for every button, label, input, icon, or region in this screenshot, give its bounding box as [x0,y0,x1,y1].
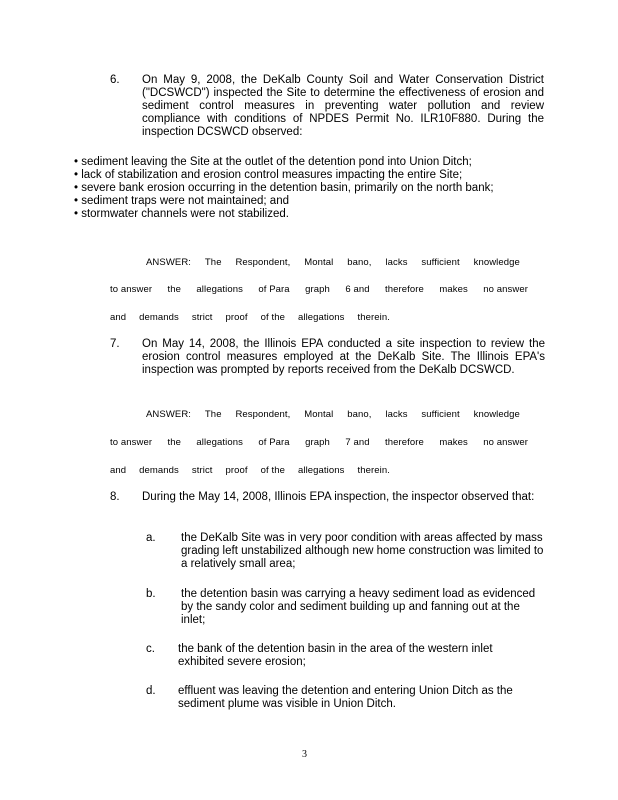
answer-word: of Para [258,284,290,295]
p6-text: On May 9, 2008, the DeKalb County Soil and Water Conservation District ("DCSWCD") inspected the Site to determine the effectiveness of erosion and sediment control measures in preventing water pollution and review compliance with conditions of NPDES Permit No. ILR10F880. During the inspection DCSWCD observed: [142,74,544,138]
answer-word: demands [139,312,179,323]
answer-word: demands [139,465,179,476]
answer-word: makes [439,284,468,295]
answer-word: ANSWER: [146,257,192,268]
answer-word: allegations [196,284,243,295]
answer6-line3 [110,311,390,324]
page-number: 3 [302,749,307,760]
answer-word: allegations [297,312,345,323]
answer-word: strict [191,465,213,476]
answer-word: allegations [297,465,345,476]
answer-word: of the [260,465,285,476]
answer-word: no answer [483,437,528,448]
answer-word: therein. [357,312,390,323]
answer-word: 7 and [345,437,370,448]
answer-word: Montal [304,409,334,420]
answer-word: therefore [385,437,424,448]
answer-word: The [204,257,222,268]
p7-number: 7. [110,338,120,350]
p6-number: 6. [110,74,120,86]
answer-word: sufficient [421,257,460,268]
list-item: • severe bank erosion occurring in the detention basin, primarily on the north bank; [74,182,494,194]
answer-word: lacks [385,257,408,268]
list-item: • lack of stabilization and erosion control measures impacting the entire Site; [74,169,463,181]
answer-word: graph [305,284,330,295]
answer-word: the [167,437,182,448]
answer-word: knowledge [473,257,520,268]
answer-word: bano, [347,409,372,420]
item-d-label: d. [146,685,156,697]
answer-word: knowledge [473,409,520,420]
answer-word: lacks [385,409,408,420]
answer7-line1 [146,408,520,421]
item-c-label: c. [146,643,155,655]
answer-word: therefore [385,284,424,295]
answer-word: and [110,312,127,323]
item-a-label: a. [146,532,156,544]
answer-word: Respondent, [235,409,291,420]
p8-text: During the May 14, 2008, Illinois EPA inspection, the inspector observed that: [142,491,535,503]
answer-word: to answer [110,284,153,295]
item-b-label: b. [146,588,156,600]
answer-word: no answer [483,284,528,295]
answer-word: Montal [304,257,334,268]
answer-word: sufficient [421,409,460,420]
answer-word: and [110,465,127,476]
answer6-line1 [146,256,520,269]
answer-word: 6 and [345,284,370,295]
answer-word: The [204,409,222,420]
answer-word: to answer [110,437,153,448]
list-item: • stormwater channels were not stabilized. [74,208,289,220]
answer-word: of the [260,312,285,323]
answer-word: proof [225,465,248,476]
p8-number: 8. [110,491,120,503]
p7-text: On May 14, 2008, the Illinois EPA conducted a site inspection to review the erosion control measures employed at the DeKalb Site. The Illinois EPA's inspection was prompted by reports received from the DeKalb DCSWCD. [142,338,545,376]
item-a-text: the DeKalb Site was in very poor condition with areas affected by mass grading left unstabilized although new home construction was limited to a relatively small area; [181,532,544,570]
item-b-text: the detention basin was carrying a heavy sediment load as evidenced by the sandy color and sediment building up and fanning out at the inlet; [181,588,536,626]
answer7-line2 [110,436,528,449]
observation-list [74,156,494,221]
item-c-text: the bank of the detention basin in the area of the western inlet exhibited severe erosion; [178,643,493,668]
answer-word: therein. [357,465,390,476]
item-d-text: effluent was leaving the detention and entering Union Ditch as the sediment plume was visible in Union Ditch. [178,685,513,710]
list-item: • sediment traps were not maintained; and [74,195,289,207]
answer-word: Respondent, [235,257,291,268]
answer-word: allegations [196,437,243,448]
answer-word: graph [305,437,330,448]
answer6-line2 [110,283,528,296]
answer-word: ANSWER: [146,409,192,420]
answer-word: makes [439,437,468,448]
answer-word: bano, [347,257,372,268]
answer-word: proof [225,312,248,323]
answer-word: strict [191,312,213,323]
answer-word: of Para [258,437,290,448]
answer-word: the [167,284,182,295]
list-item: • sediment leaving the Site at the outlet of the detention pond into Union Ditch; [74,156,472,168]
answer7-line3 [110,464,390,477]
